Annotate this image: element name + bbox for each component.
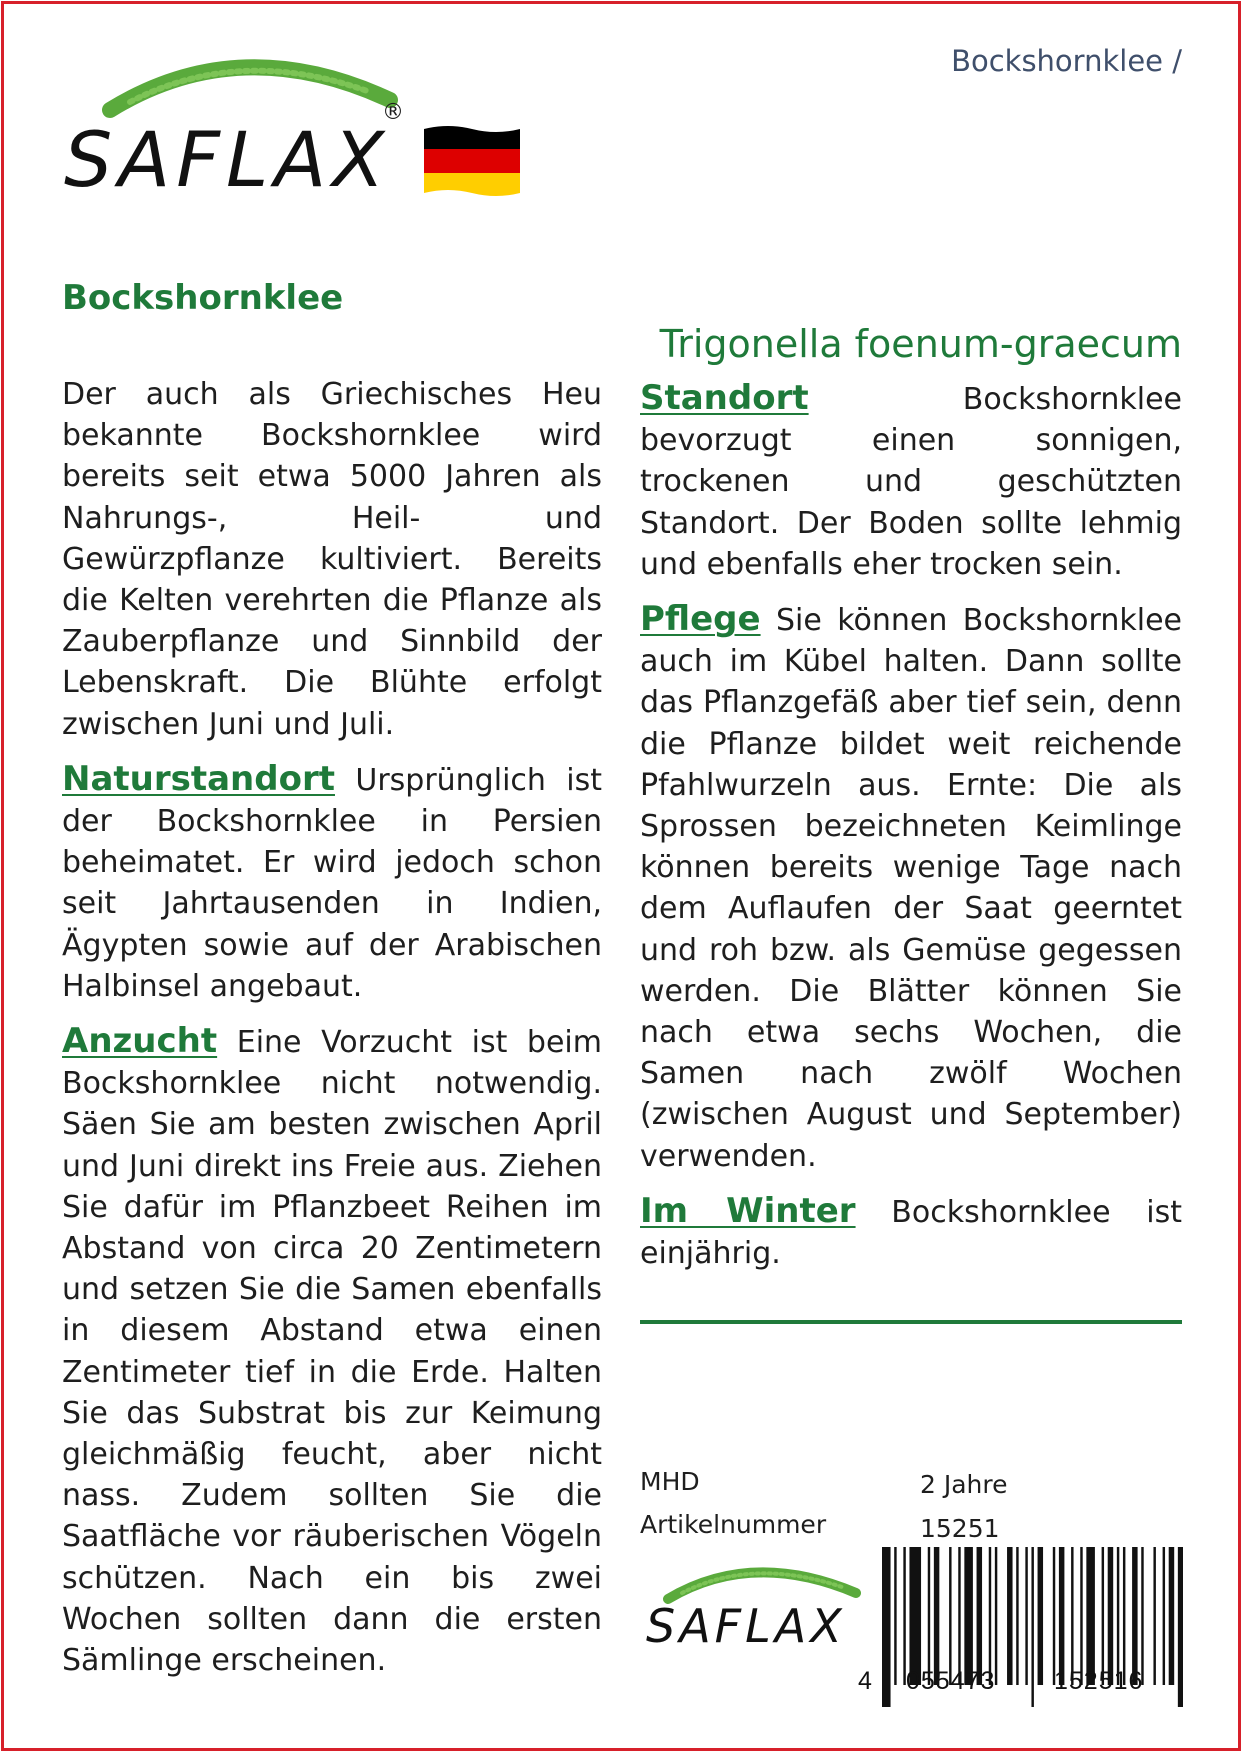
barcode-group-1: 055473 <box>906 1667 996 1695</box>
barcode-bar <box>1025 1547 1027 1685</box>
winter-text: Bockshornklee ist einjährig. <box>640 1194 1182 1272</box>
barcode-bar <box>1071 1547 1073 1685</box>
barcode-group-2: 152516 <box>1054 1667 1144 1695</box>
barcode-bar <box>894 1547 896 1685</box>
pflege-section <box>640 599 1182 1177</box>
product-title: Bockshornklee <box>62 278 344 318</box>
mhd-value: 2 Jahre <box>920 1470 1008 1499</box>
standort-text: Bockshornklee bevorzugt einen sonnigen, trockenen und geschützten Standort. Der Boden sollte lehmig und ebenfalls eher trocken sein. <box>640 382 1182 582</box>
barcode-bar <box>949 1547 951 1685</box>
barcode-bar <box>1102 1547 1104 1685</box>
barcode-bar <box>1038 1547 1044 1685</box>
right-column <box>640 378 1182 1274</box>
latin-name: Trigonella foenum-graecum <box>659 322 1182 366</box>
barcode-bar <box>882 1547 891 1707</box>
barcode-bar <box>1007 1547 1013 1685</box>
naturstandort-heading: Naturstandort <box>62 758 335 799</box>
barcode-bar <box>1031 1547 1033 1707</box>
barcode-bar <box>977 1547 983 1685</box>
left-column <box>62 374 602 1681</box>
pflege-text: Sie können Bockshornklee auch im Kübel halten. Dann sollte das Pflanzgefäß aber tief sein, denn die Pflanze bildet weit reichende Pfahlwurzeln aus. Ernte: Die als Sprossen bezeichneten Keimlinge können bereits wenige Tage nach dem Auflaufen der Saat geerntet und roh bzw. als Gemüse gegessen werden. Die Blätter können Sie nach etwa sechs Wochen, die Samen nach zwölf Wochen (zwischen August und September) verwenden. <box>640 603 1182 1174</box>
standort-heading: Standort <box>640 378 809 418</box>
barcode-bar <box>995 1547 997 1685</box>
logo-swoosh-icon <box>100 40 400 120</box>
winter-section <box>640 1191 1182 1274</box>
barcode-bar <box>1153 1547 1155 1685</box>
barcode-bar <box>903 1547 905 1685</box>
barcode-bar <box>989 1547 991 1685</box>
barcode-bar <box>1132 1547 1138 1685</box>
article-label: Artikelnummer <box>640 1510 827 1539</box>
pflege-heading: Pflege <box>640 599 761 640</box>
barcode-bar <box>909 1547 921 1685</box>
barcode-digit-first: 4 <box>858 1667 872 1695</box>
naturstandort-section <box>62 759 602 1007</box>
barcode-bar <box>1080 1547 1082 1685</box>
winter-heading: Im Winter <box>640 1190 856 1231</box>
mhd-label: MHD <box>640 1467 700 1496</box>
barcode-bar <box>1141 1547 1143 1685</box>
barcode-bar <box>1163 1547 1165 1685</box>
brand-name: SAFLAX <box>64 115 391 204</box>
german-flag-icon <box>424 123 520 199</box>
barcode-bar <box>1117 1547 1119 1685</box>
brand-logo <box>60 40 420 210</box>
article-value: 15251 <box>920 1514 1000 1543</box>
anzucht-text: Eine Vorzucht ist beim Bockshornklee nicht notwendig. Säen Sie am besten zwischen April und Juni direkt ins Freie aus. Ziehen Sie dafür im Pflanzbeet Reihen im Abstand von circa 20 Zentimetern und setzen Sie die Samen ebenfalls in diesem Abstand etwa einen Zentimeter tief in die Erde. Halten Sie das Substrat bis zur Keimung gleichmäßig feucht, aber nicht nass. Zudem sollten Sie die Saatfläche vor räuberischen Vögeln schützen. Nach ein bis zwei Wochen sollten dann die ersten Sämlinge erscheinen. <box>62 1025 602 1679</box>
barcode-bar <box>1053 1547 1055 1685</box>
brand-name-small: SAFLAX <box>646 1599 846 1653</box>
naturstandort-text: Ursprünglich ist der Bockshornklee in Persien beheimatet. Er wird jedoch schon seit Jahrtausenden in Indien, Ägypten sowie auf der Arabischen Halbinsel angebaut. <box>62 762 602 1004</box>
anzucht-section <box>62 1021 602 1681</box>
barcode-bar <box>1086 1547 1095 1685</box>
barcode-bar <box>1169 1547 1175 1685</box>
barcode-bar <box>1178 1547 1183 1707</box>
barcode-bar <box>964 1547 973 1685</box>
barcode-bar <box>1016 1547 1018 1685</box>
registered-mark: ® <box>382 100 404 125</box>
anzucht-heading: Anzucht <box>62 1021 218 1062</box>
barcode-bar <box>1059 1547 1065 1685</box>
barcode-bar <box>958 1547 960 1685</box>
header-breadcrumb: Bockshornklee / <box>951 44 1182 78</box>
barcode-bar <box>1108 1547 1114 1685</box>
brand-logo-small <box>640 1555 860 1665</box>
logo-swoosh-small-icon <box>662 1555 862 1605</box>
barcode-bar <box>1123 1547 1125 1685</box>
barcode-bar <box>928 1547 930 1685</box>
barcode-bar <box>934 1547 940 1685</box>
section-divider <box>640 1320 1182 1324</box>
intro-text: Der auch als Griechisches Heu bekannte Bockshornklee wird bereits seit etwa 5000 Jahren als Nahrungs-, Heil- und Gewürzpflanze kultiviert. Bereits die Kelten verehrten die Pflanze als Zauberpflanze und Sinnbild der Lebenskraft. Die Blühte erfolgt zwischen Juni und Juli. <box>62 377 602 742</box>
standort-section <box>640 378 1182 585</box>
